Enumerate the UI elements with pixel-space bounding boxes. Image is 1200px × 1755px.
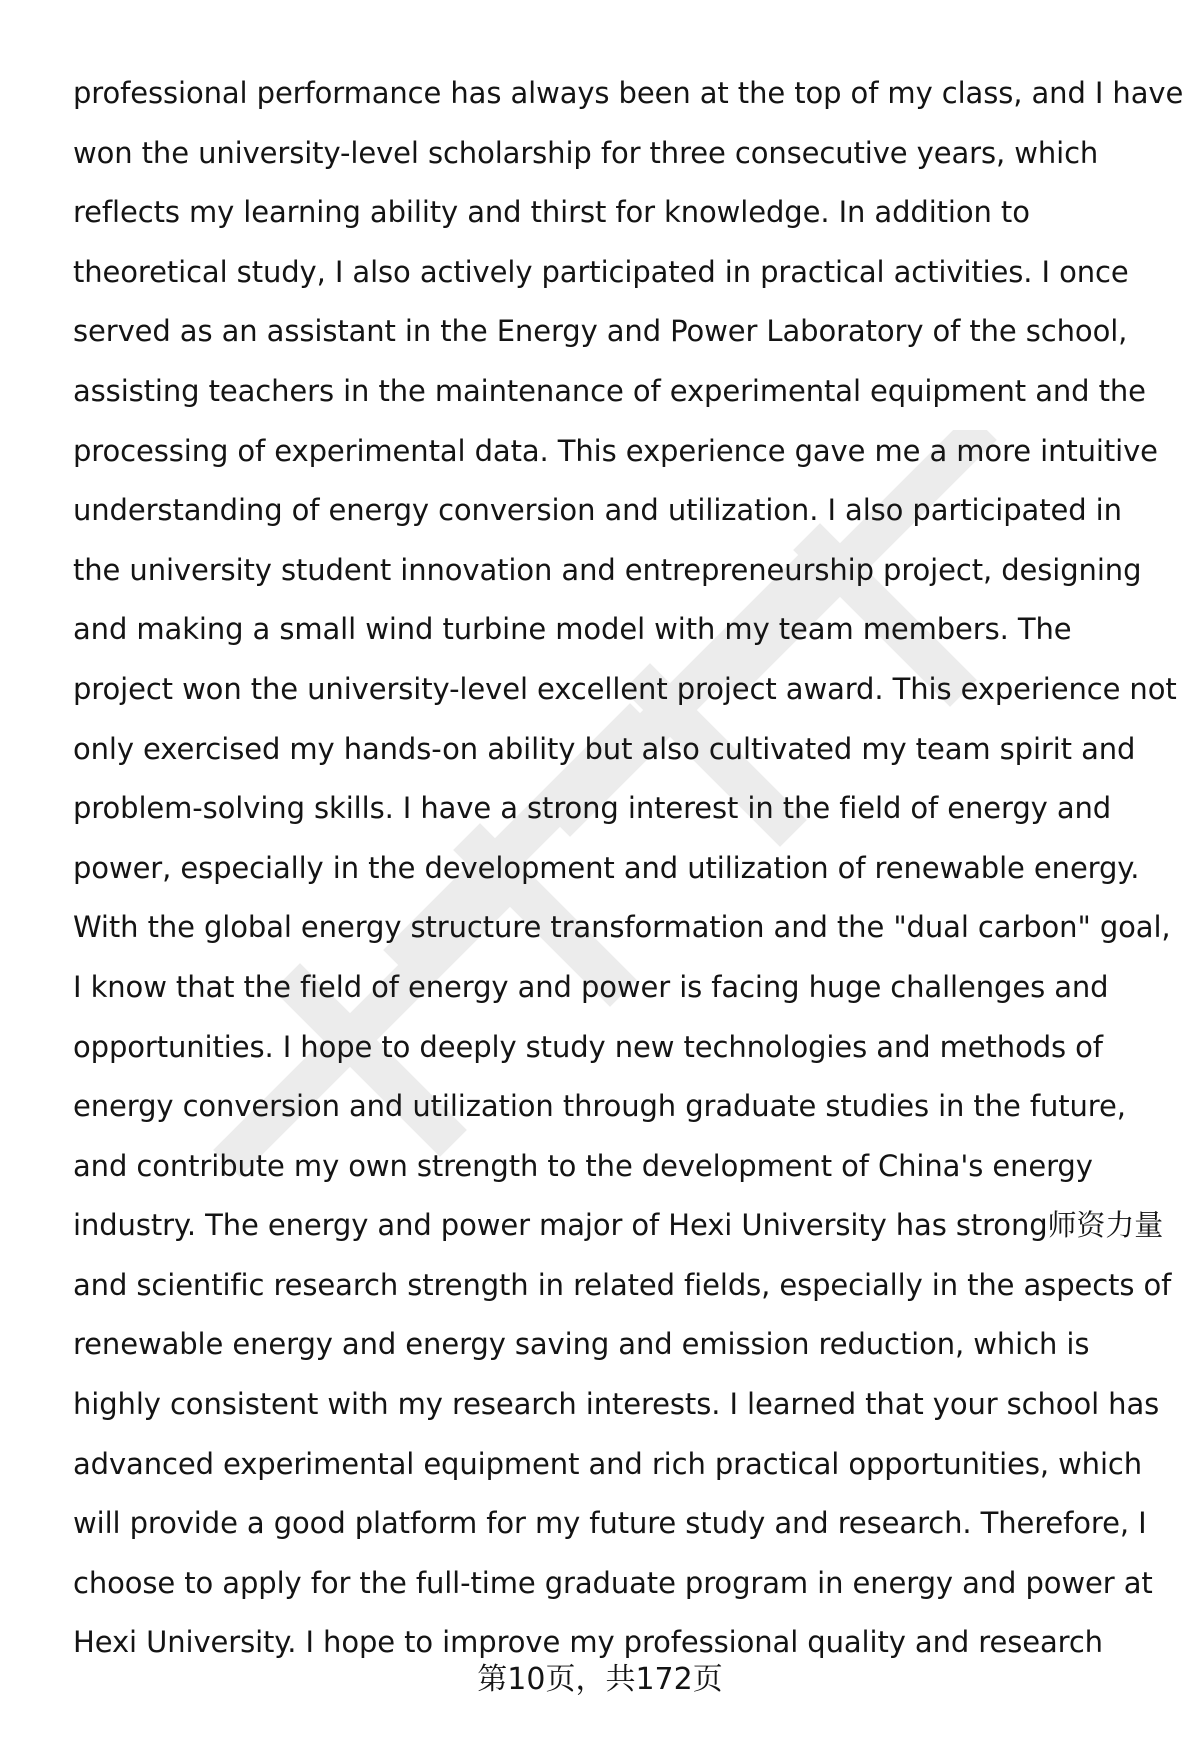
text-line: industry. The energy and power major of Hexi University has strong师资力量 [73, 1208, 1164, 1243]
document-body [73, 64, 1184, 1673]
text-line: Hexi University. I hope to improve my professional quality and research [73, 1625, 1103, 1660]
text-line: assisting teachers in the maintenance of experimental equipment and the [73, 373, 1146, 408]
text-line: served as an assistant in the Energy and Power Laboratory of the school, [73, 314, 1128, 349]
text-line: problem-solving skills. I have a strong interest in the field of energy and [73, 791, 1112, 826]
text-line: the university student innovation and entrepreneurship project, designing [73, 552, 1142, 587]
text-line: will provide a good platform for my future study and research. Therefore, I [73, 1506, 1147, 1541]
text-line: and scientific research strength in related fields, especially in the aspects of [73, 1267, 1172, 1302]
text-line: power, especially in the development and utilization of renewable energy. [73, 850, 1140, 885]
text-line: choose to apply for the full-time graduate program in energy and power at [73, 1565, 1153, 1600]
text-line: project won the university-level excellent project award. This experience not [73, 671, 1177, 706]
text-line: only exercised my hands-on ability but also cultivated my team spirit and [73, 731, 1136, 766]
text-line: won the university-level scholarship for three consecutive years, which [73, 135, 1099, 170]
text-line: theoretical study, I also actively participated in practical activities. I once [73, 254, 1129, 289]
text-line: highly consistent with my research interests. I learned that your school has [73, 1387, 1160, 1422]
text-line: advanced experimental equipment and rich practical opportunities, which [73, 1446, 1143, 1481]
text-line: With the global energy structure transformation and the "dual carbon" goal, [73, 910, 1171, 945]
text-line: professional performance has always been at the top of my class, and I have [73, 76, 1184, 110]
text-line: reflects my learning ability and thirst for knowledge. In addition to [73, 195, 1030, 230]
text-line: and making a small wind turbine model with my team members. The [73, 612, 1072, 647]
page-number: 第10页，共172页 [477, 1662, 723, 1697]
text-line: processing of experimental data. This experience gave me a more intuitive [73, 433, 1158, 468]
text-line: opportunities. I hope to deeply study new technologies and methods of [73, 1029, 1103, 1064]
text-line: and contribute my own strength to the development of China's energy [73, 1148, 1093, 1183]
text-line: renewable energy and energy saving and emission reduction, which is [73, 1327, 1090, 1362]
text-line: energy conversion and utilization through graduate studies in the future, [73, 1089, 1126, 1124]
text-line: understanding of energy conversion and utilization. I also participated in [73, 493, 1122, 528]
text-line: I know that the field of energy and power is facing huge challenges and [73, 969, 1109, 1004]
